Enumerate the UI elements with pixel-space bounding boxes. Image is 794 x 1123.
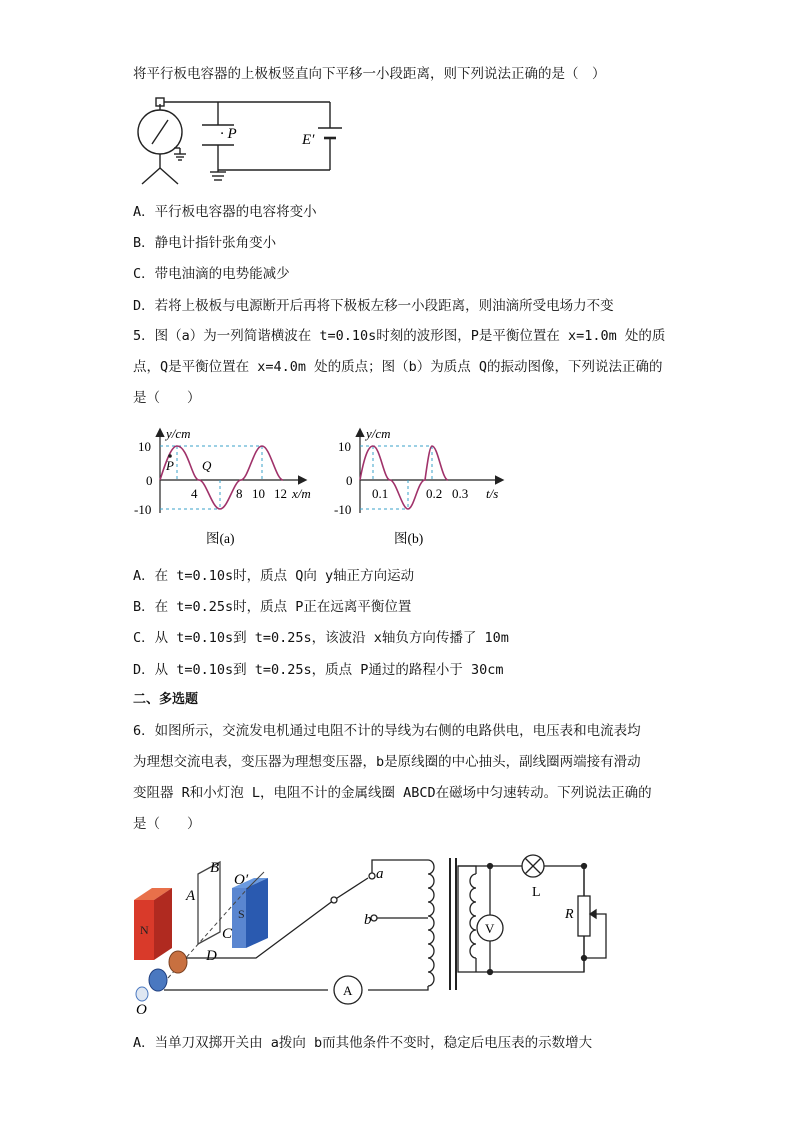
graph-b-xtick-0-1: 0.1 (372, 486, 389, 501)
graph-b-caption: 图(b) (394, 531, 424, 546)
coil-label-a: A (186, 888, 196, 904)
q4-stem: 将平行板电容器的上极板竖直向下平移一小段距离，则下列说法正确的是（ ） (133, 66, 606, 82)
graph-b-ylabel: y/cm (366, 426, 391, 441)
q5-option-c: C．从 t=0.10s到 t=0.25s，该波沿 x轴负方向传播了 10m (133, 630, 509, 646)
graph-a-ytick-10: 10 (138, 439, 151, 454)
coil-label-b: B (210, 860, 220, 876)
graph-a-point-p: P (166, 458, 174, 473)
q5-stem-line-3: 是（ ） (133, 390, 201, 406)
graph-b-ytick-0: 0 (346, 473, 353, 488)
q5-option-b: B．在 t=0.25s时，质点 P正在远离平衡位置 (133, 599, 412, 615)
section-title-multiple-choice: 二、多选题 (133, 692, 199, 707)
graph-b-ytick-10: 10 (338, 439, 351, 454)
q6-option-a: A．当单刀双掷开关由 a拨向 b而其他条件不变时，稳定后电压表的示数增大 (133, 1035, 593, 1051)
graph-b-xtick-0-3: 0.3 (452, 486, 469, 501)
q5-stem-line-2: 点，Q是平衡位置在 x=4.0m 处的质点；图（b）为质点 Q的振动图像，下列说法正确的 (133, 359, 663, 375)
q6-stem-line-4: 是（ ） (133, 816, 201, 832)
q5-option-d: D．从 t=0.10s到 t=0.25s，质点 P通过的路程小于 30cm (133, 662, 504, 678)
emf-label: E′ (302, 132, 315, 148)
oil-drop-label-p: · P (220, 126, 237, 142)
graph-a-xlabel: x/m (292, 486, 311, 501)
q4-option-a: A．平行板电容器的电容将变小 (133, 204, 317, 220)
graph-b-xtick-0-2: 0.2 (426, 486, 443, 501)
coil-label-c: C (222, 926, 233, 942)
q5-option-a: A．在 t=0.10s时，质点 Q向 y轴正方向运动 (133, 568, 415, 584)
graph-a-caption: 图(a) (206, 531, 235, 546)
q6-stem-line-2: 为理想交流电表，变压器为理想变压器，b是原线圈的中心抽头，副线圈两端接有滑动 (133, 754, 641, 770)
magnet-n-label: N (140, 923, 149, 937)
axis-label-o: O (136, 1002, 147, 1018)
graph-a-ytick-neg10: -10 (134, 502, 152, 517)
q4-option-b: B．静电计指针张角变小 (133, 235, 277, 251)
graph-b-xlabel: t/s (486, 486, 499, 501)
graph-a-ylabel: y/cm (166, 426, 191, 441)
ammeter-label: A (343, 983, 353, 998)
q4-option-d: D．若将上极板与电源断开后再将下极板左移一小段距离，则油滴所受电场力不变 (133, 298, 614, 314)
q5-graph-b (330, 418, 520, 558)
graph-a-xtick-12: 12 (274, 486, 287, 501)
graph-a-point-q: Q (202, 458, 212, 473)
voltmeter-label: V (485, 921, 495, 936)
q6-stem-line-3: 变阻器 R和小灯泡 L，电阻不计的金属线圈 ABCD在磁场中匀速转动。下列说法正确的 (133, 785, 652, 801)
graph-a-xtick-8: 8 (236, 486, 243, 501)
switch-contact-a: a (376, 866, 384, 882)
q5-graph-a (130, 418, 330, 558)
magnet-s-label: S (238, 907, 245, 921)
q6-stem-line-1: 6．如图所示，交流发电机通过电阻不计的导线为右侧的电路供电，电压表和电流表均 (133, 723, 641, 739)
q6-generator-circuit-figure (128, 848, 628, 1020)
graph-b-ytick-neg10: -10 (334, 502, 352, 517)
switch-contact-b: b (364, 912, 372, 928)
rheostat-label: R (565, 907, 574, 922)
rheostat-icon (578, 896, 590, 936)
graph-a-ytick-0: 0 (146, 473, 153, 488)
q4-option-c: C．带电油滴的电势能减少 (133, 266, 290, 282)
lamp-label: L (532, 885, 541, 900)
graph-a-xtick-10: 10 (252, 486, 265, 501)
graph-a-xtick-4: 4 (191, 486, 198, 501)
axis-label-o-prime: O′ (234, 872, 249, 888)
coil-label-d: D (206, 948, 217, 964)
q5-stem-line-1: 5．图（a）为一列简谐横波在 t=0.10s时刻的波形图，P是平衡位置在 x=1.0m 处的质 (133, 328, 666, 344)
q4-circuit-figure (130, 92, 370, 192)
